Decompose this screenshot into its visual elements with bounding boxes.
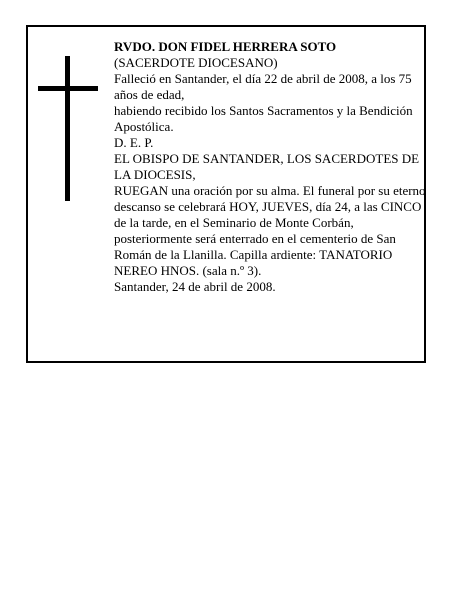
cross-vertical-bar [65, 56, 70, 201]
notice-body [114, 39, 426, 295]
funeral-details: una oración por su alma. El funeral por su eterno descanso se celebrará HOY, JUEVES, día 24, a las CINCO de la tarde, en el Seminario de Monte Corbán, posteriormente será enterrado en el cementerio de San Román de la Llanilla. Capilla ardiente: TANATORIO NEREO HNOS. (sala n.º 3). [114, 183, 426, 278]
sacraments-statement: habiendo recibido los Santos Sacramentos y la Bendición Apostólica. [114, 103, 413, 134]
death-statement: Falleció en Santander, el día 22 de abril de 2008, a los 75 años de edad, [114, 71, 412, 102]
rest-in-peace: D. E. P. [114, 135, 154, 150]
cross-horizontal-bar [38, 86, 98, 91]
mourners: EL OBISPO DE SANTANDER, LOS SACERDOTES DE LA DIOCESIS, [114, 151, 420, 182]
request-word: RUEGAN [114, 183, 169, 198]
deceased-name: RVDO. DON FIDEL HERRERA SOTO [114, 39, 337, 54]
cross-icon [38, 56, 98, 201]
obituary-notice [26, 25, 426, 363]
funeral-request [114, 183, 426, 279]
deceased-title: (SACERDOTE DIOCESANO) [114, 55, 278, 70]
place-and-date: Santander, 24 de abril de 2008. [114, 279, 276, 294]
